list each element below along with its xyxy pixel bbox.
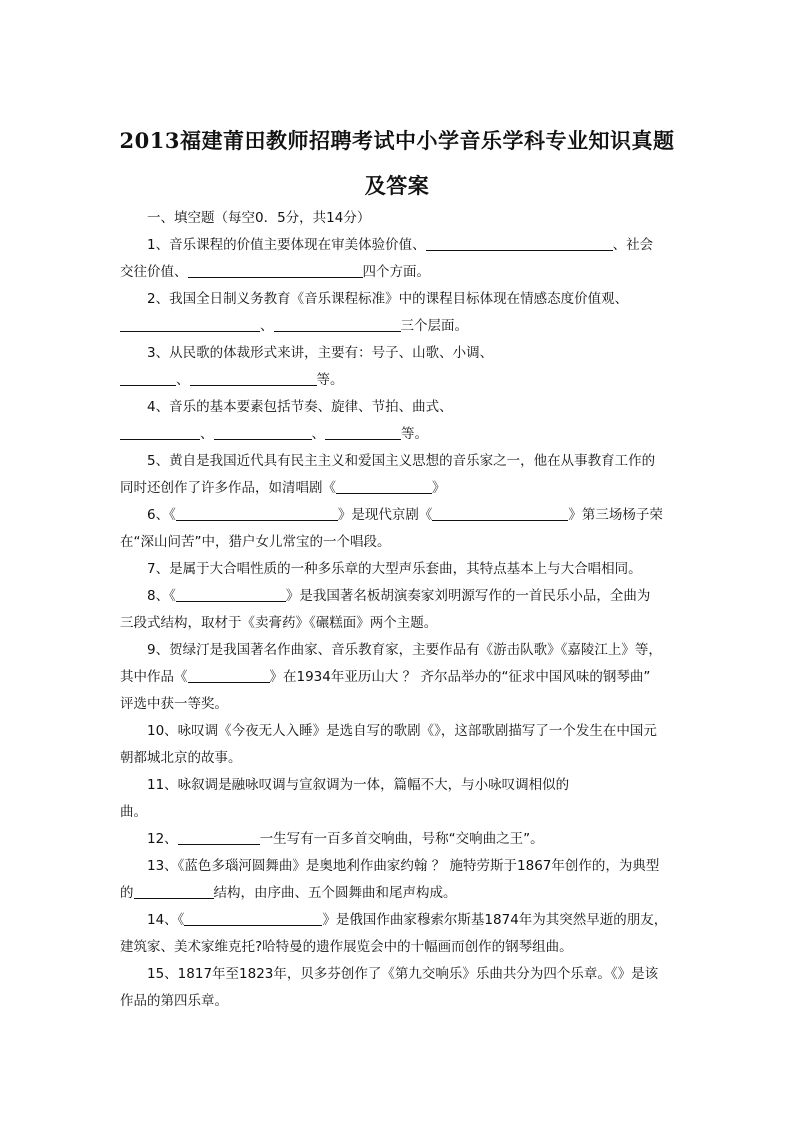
question-10-line-2: 朝都城北京的故事。 <box>120 750 242 766</box>
answer-blank <box>188 263 363 278</box>
document-title-continued: 及答案 <box>364 173 430 198</box>
question-14-line-2: 建筑家、美术家维克托?哈特曼的遗作展览会中的十幅画而创作的钢琴组曲。 <box>120 939 573 955</box>
answer-blank <box>190 371 317 386</box>
question-2-line-2: 、 三个层面。 <box>120 317 468 335</box>
document-title: 2013福建莆田教师招聘考试中小学音乐学科专业知识真题 <box>119 128 675 153</box>
question-11-line-1: 11、咏叙调是融咏叹调与宣叙调为一体，篇幅不大，与小咏叹调相似的 <box>147 777 570 793</box>
question-1-line-1: 1、音乐课程的价值主要体现在审美体验价值、 、社会 <box>147 237 654 253</box>
question-9-line-3: 评选中获一等奖。 <box>120 696 228 712</box>
question-9-line-1: 9、贺绿汀是我国著名作曲家、音乐教育家，主要作品有《游击队歌》《嘉陵江上》等， <box>147 642 662 658</box>
answer-blank <box>120 317 260 332</box>
answer-blank <box>134 884 214 899</box>
question-12-line-1: 12、 一生写有一百多首交响曲，号称“交响曲之王”。 <box>147 831 544 847</box>
question-3-line-2: 、 等。 <box>120 371 344 389</box>
question-13-line-2: 的 结构，由序曲、五个圆舞曲和尾声构成。 <box>120 885 457 901</box>
answer-blank <box>432 506 568 521</box>
section-heading: 一、填空题（每空0．5分，共14分） <box>147 210 371 226</box>
question-8-line-2: 三段式结构，取材于《卖膏药》《碾糕面》两个主题。 <box>120 615 438 631</box>
question-6-line-1: 6、《 》是现代京剧《 》第三场杨子荣 <box>147 507 663 523</box>
question-14-line-1: 14、《 》是俄国作曲家穆索尔斯基1874年为其突然早逝的朋友， <box>147 912 668 928</box>
question-1-line-2: 交往价值、 四个方面。 <box>120 264 430 280</box>
answer-blank <box>426 236 613 251</box>
question-8-line-1: 8、《 》是我国著名板胡演奏家刘明源写作的一首民乐小品，全曲为 <box>147 588 651 604</box>
question-6-line-2: 在“深山问苦”中，猎户女儿常宝的一个唱段。 <box>120 534 391 550</box>
question-2-line-1: 2、我国全日制义务教育《音乐课程标准》中的课程目标体现在情感态度价值观、 <box>147 291 629 307</box>
question-9-line-2: 其中作品《 》在1934年亚历山大 ？ 齐尔品举办的“征求中国风味的钢琴曲” <box>120 669 651 685</box>
question-5-line-2: 同时还创作了许多作品，如清唱剧《 》 <box>120 480 446 496</box>
answer-blank <box>120 371 176 386</box>
question-11-line-2: 曲。 <box>120 804 147 820</box>
question-4-line-2: 、 、 等。 <box>120 425 428 443</box>
question-3-line-1: 3、从民歌的体裁形式来讲，主要有：号子、山歌、小调、 <box>147 345 494 361</box>
answer-blank <box>176 506 338 521</box>
question-15-line-1: 15、1817年至1823年，贝多芬创作了《第九交响乐》乐曲共分为四个乐章。《》是该 <box>147 966 659 982</box>
answer-blank <box>176 587 286 602</box>
question-13-line-1: 13、《蓝色多瑙河圆舞曲》是奥地利作曲家约翰 ？ 施特劳斯于1867年创作的，为典型 <box>147 858 660 874</box>
question-15-line-2: 作品的第四乐章。 <box>120 993 228 1009</box>
answer-blank <box>178 830 260 845</box>
answer-blank <box>188 668 270 683</box>
answer-blank <box>336 479 432 494</box>
answer-blank <box>184 911 322 926</box>
answer-blank <box>120 425 200 440</box>
question-4-line-1: 4、音乐的基本要素包括节奏、旋律、节拍、曲式、 <box>147 399 453 415</box>
answer-blank <box>325 425 401 440</box>
question-7-line-1: 7、是属于大合唱性质的一种多乐章的大型声乐套曲，其特点基本上与大合唱相同。 <box>147 561 642 577</box>
question-10-line-1: 10、咏叹调《今夜无人入睡》是选自写的歌剧《》，这部歌剧描写了一个发生在中国元 <box>147 723 657 739</box>
answer-blank <box>214 425 312 440</box>
question-5-line-1: 5、黄自是我国近代具有民主主义和爱国主义思想的音乐家之一，他在从事教育工作的 <box>147 453 656 469</box>
answer-blank <box>274 317 401 332</box>
